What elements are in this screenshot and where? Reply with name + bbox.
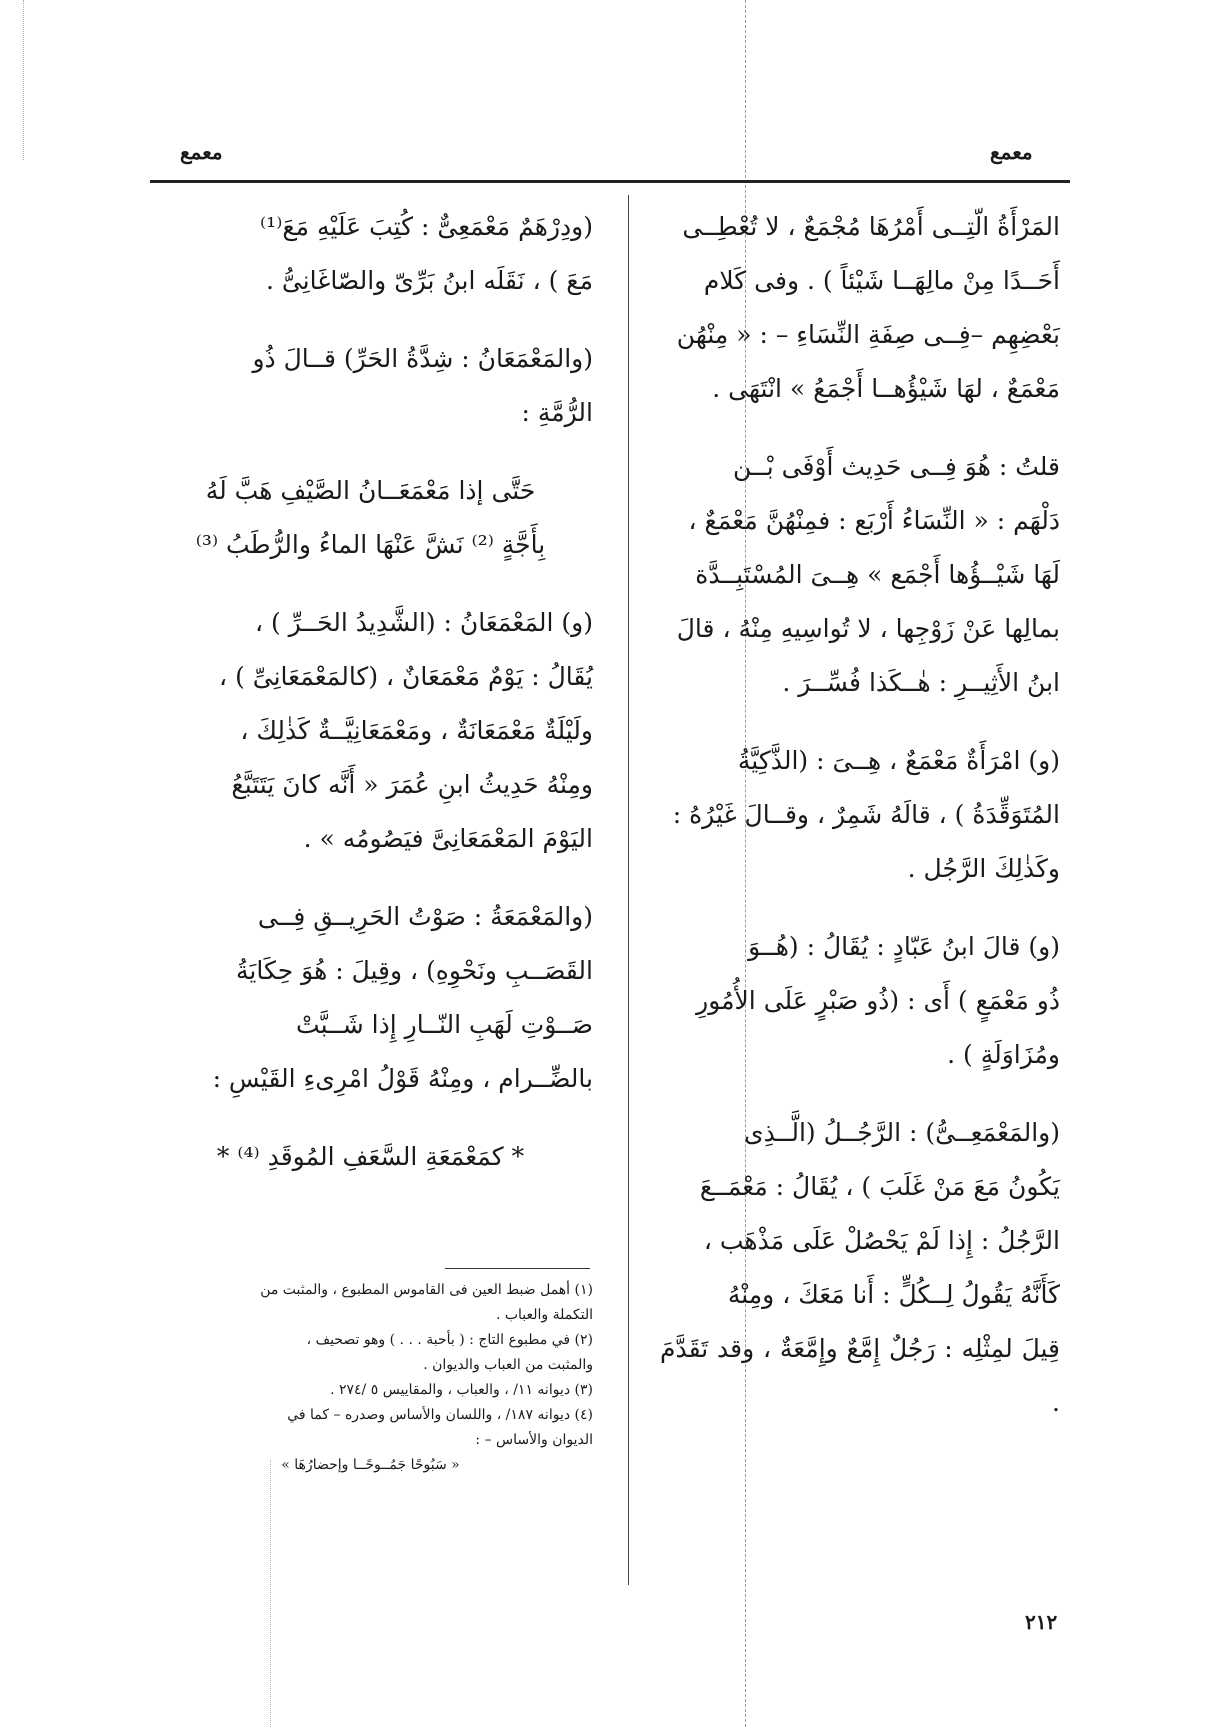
text-line: يَكُونُ مَعَ مَنْ غَلَبَ ) ، يُقَالُ : مَعْمَــعَ [699, 1172, 1060, 1201]
text-line: (والمَعْمَعَانُ : شِدَّةُ الحَرِّ) قــالَ ذُو [252, 344, 593, 373]
text-line: كَأَنَّهُ يَقُولُ لِــكُلٍّ : أَنا مَعَكَ ، ومِنْهُ [727, 1280, 1060, 1309]
text-line: ولَيْلَةٌ مَعْمَعَانَةٌ ، ومَعْمَعَانِيَّــةٌ كَذٰلِكَ ، [240, 716, 593, 745]
footnotes [148, 1278, 593, 1478]
text-line: أَحَــدًا مِنْ مالِهَــا شَيْئاً ) . وفى كَلام [703, 266, 1060, 295]
text-line: القَصَــبِ ونَحْوِهِ) ، وقِيلَ : هُوَ حِكَايَةُ [235, 956, 593, 985]
text-line: (ودِرْهَمٌ مَعْمَعِىٌّ : كُتِبَ عَلَيْهِ مَعَ⁽¹⁾ [260, 212, 593, 241]
poetry-verse [148, 464, 593, 572]
footnote-line: (٣) ديوانه ١١/ ، والعباب ، والمقاييس ٥ /٢٧٤ . [330, 1382, 593, 1398]
text-line: (والمَعْمَعِــىُّ) : الرَّجُــلُ (الَّــذِى [744, 1118, 1060, 1147]
text-line: الرَّجُلُ : إِذا لَمْ يَحْصُلْ عَلَى مَذْهَب ، [703, 1226, 1060, 1255]
verse-line: بِأَجَّةٍ ⁽²⁾ نَشَّ عَنْهَا الماءُ والرُّطَبُ ⁽³⁾ [195, 530, 546, 559]
paragraph [660, 200, 1060, 416]
right-column [660, 200, 1060, 1454]
footnote-line: (٢) في مطبوع التاج : ( بأحبة . . . ) وهو تصحيف ، [306, 1332, 593, 1348]
paragraph [660, 440, 1060, 710]
text-line: الرُّمَّةِ : [521, 398, 593, 427]
header-keyword-left: معمع [180, 140, 223, 164]
header-rule [150, 180, 1070, 183]
text-line: ابنُ الأَثِيــرِ : هٰــكَذا فُسِّــرَ . [782, 668, 1060, 697]
text-line: دَلْهَم : « النِّسَاءُ أَرْبَع : فمِنْهُنَّ مَعْمَعٌ ، [688, 506, 1060, 535]
text-line: بالضِّــرام ، ومِنْهُ قَوْلُ امْرِىءِ القَيْسِ : [212, 1064, 593, 1093]
footnote-rule [445, 1268, 590, 1269]
text-line: لَهَا شَيْــؤُها أَجْمَع » هِــىَ المُسْتَبِــدَّة [695, 560, 1060, 589]
footnote-line: والمثبت من العباب والديوان . [423, 1357, 593, 1373]
text-line: مَعْمَعٌ ، لهَا شَيْؤُهــا أَجْمَعُ » انْتَهَى . [712, 374, 1060, 403]
paragraph [660, 734, 1060, 896]
left-column [148, 200, 593, 1208]
paragraph [148, 200, 593, 308]
text-line: (و) المَعْمَعَانُ : (الشَّدِيدُ الحَــرِّ ) ، [254, 608, 593, 637]
paragraph [660, 1106, 1060, 1430]
text-line: (و) امْرَأَةٌ مَعْمَعٌ ، هِــىَ : (الذَّكِيَّةُ [737, 746, 1060, 775]
edge-mark [270, 1460, 271, 1727]
footnote-line: (٤) ديوانه ١٨٧/ ، واللسان والأساس وصدره – كما في [287, 1407, 593, 1423]
text-line: بمالِها عَنْ زَوْجِها ، لا تُواسِيهِ مِنْهُ ، قالَ [676, 614, 1060, 643]
text-line: صَــوْتِ لَهَبِ النّــارِ إِذا شَــبَّتْ [296, 1010, 593, 1039]
text-line: المُتَوَقِّدَةُ ) ، قالَهُ شَمِرٌ ، وقــالَ غَيْرُهُ : [672, 800, 1060, 829]
text-line: اليَوْمَ المَعْمَعَانِىَّ فيَصُومُه » . [303, 824, 593, 853]
paragraph [148, 596, 593, 866]
text-line: ذُو مَعْمَعٍ ) أَى : (ذُو صَبْرٍ عَلَى الأُمُورِ [696, 986, 1060, 1015]
paragraph [148, 890, 593, 1106]
text-line: قِيلَ لمِثْلِه : رَجُلٌ إِمَّعٌ وإِمَّعَةٌ ، وقد تَقَدَّمَ . [660, 1334, 1060, 1417]
paragraph [660, 920, 1060, 1082]
poetry-verse [148, 1130, 593, 1184]
text-line: مَعَ ) ، نَقَلَه ابنُ بَرِّىّ والصّاغَانِىُّ . [265, 266, 593, 295]
text-line: بَعْضِهِم –فِــى صِفَةِ النِّسَاءِ – : « مِنْهُن [676, 320, 1060, 349]
text-line: وكَذٰلِكَ الرَّجُل . [907, 854, 1060, 883]
text-line: (و) قالَ ابنُ عَبّادٍ : يُقَالُ : (هُــوَ [748, 932, 1060, 961]
text-line: يُقَالُ : يَوْمٌ مَعْمَعَانٌ ، (كالمَعْمَعَانِىِّ ) ، [219, 662, 593, 691]
verse-line: * كمَعْمَعَةِ السَّعَفِ المُوقَدِ ⁽⁴⁾ * [216, 1142, 525, 1171]
header-keyword-right: معمع [990, 140, 1033, 164]
footnote-line: « سَبُوحًا جَمُــوحًــا وإحضارُهَا » [281, 1457, 460, 1473]
verse-line: حَتَّى إذا مَعْمَعَــانُ الصَّيْفِ هَبَّ لَهُ [205, 476, 536, 505]
column-divider [628, 195, 629, 1585]
text-line: قلتُ : هُوَ فِــى حَدِيث أَوْفَى بْــن [733, 452, 1060, 481]
text-line: ومُزَاوَلَةٍ ) . [947, 1040, 1060, 1069]
text-line: ومِنْهُ حَدِيثُ ابنِ عُمَرَ « أَنَّه كانَ يَتَتَبَّعُ [231, 770, 593, 799]
footnote-line: (١) أهمل ضبط العين فى القاموس المطبوع ، والمثبت من [260, 1282, 593, 1298]
text-line: المَرْأَةُ الّتِــى أَمْرُهَا مُجْمَعٌ ، لا تُعْطِــى [682, 212, 1060, 241]
footnote-line: الديوان والأساس – : [475, 1432, 593, 1448]
paragraph [148, 332, 593, 440]
edge-mark [23, 0, 24, 160]
page-number: ٢١٢ [1025, 1610, 1058, 1634]
footnote-line: التكملة والعباب . [495, 1307, 593, 1323]
text-line: (والمَعْمَعَةُ : صَوْتُ الحَرِيــقِ فِــى [257, 902, 593, 931]
